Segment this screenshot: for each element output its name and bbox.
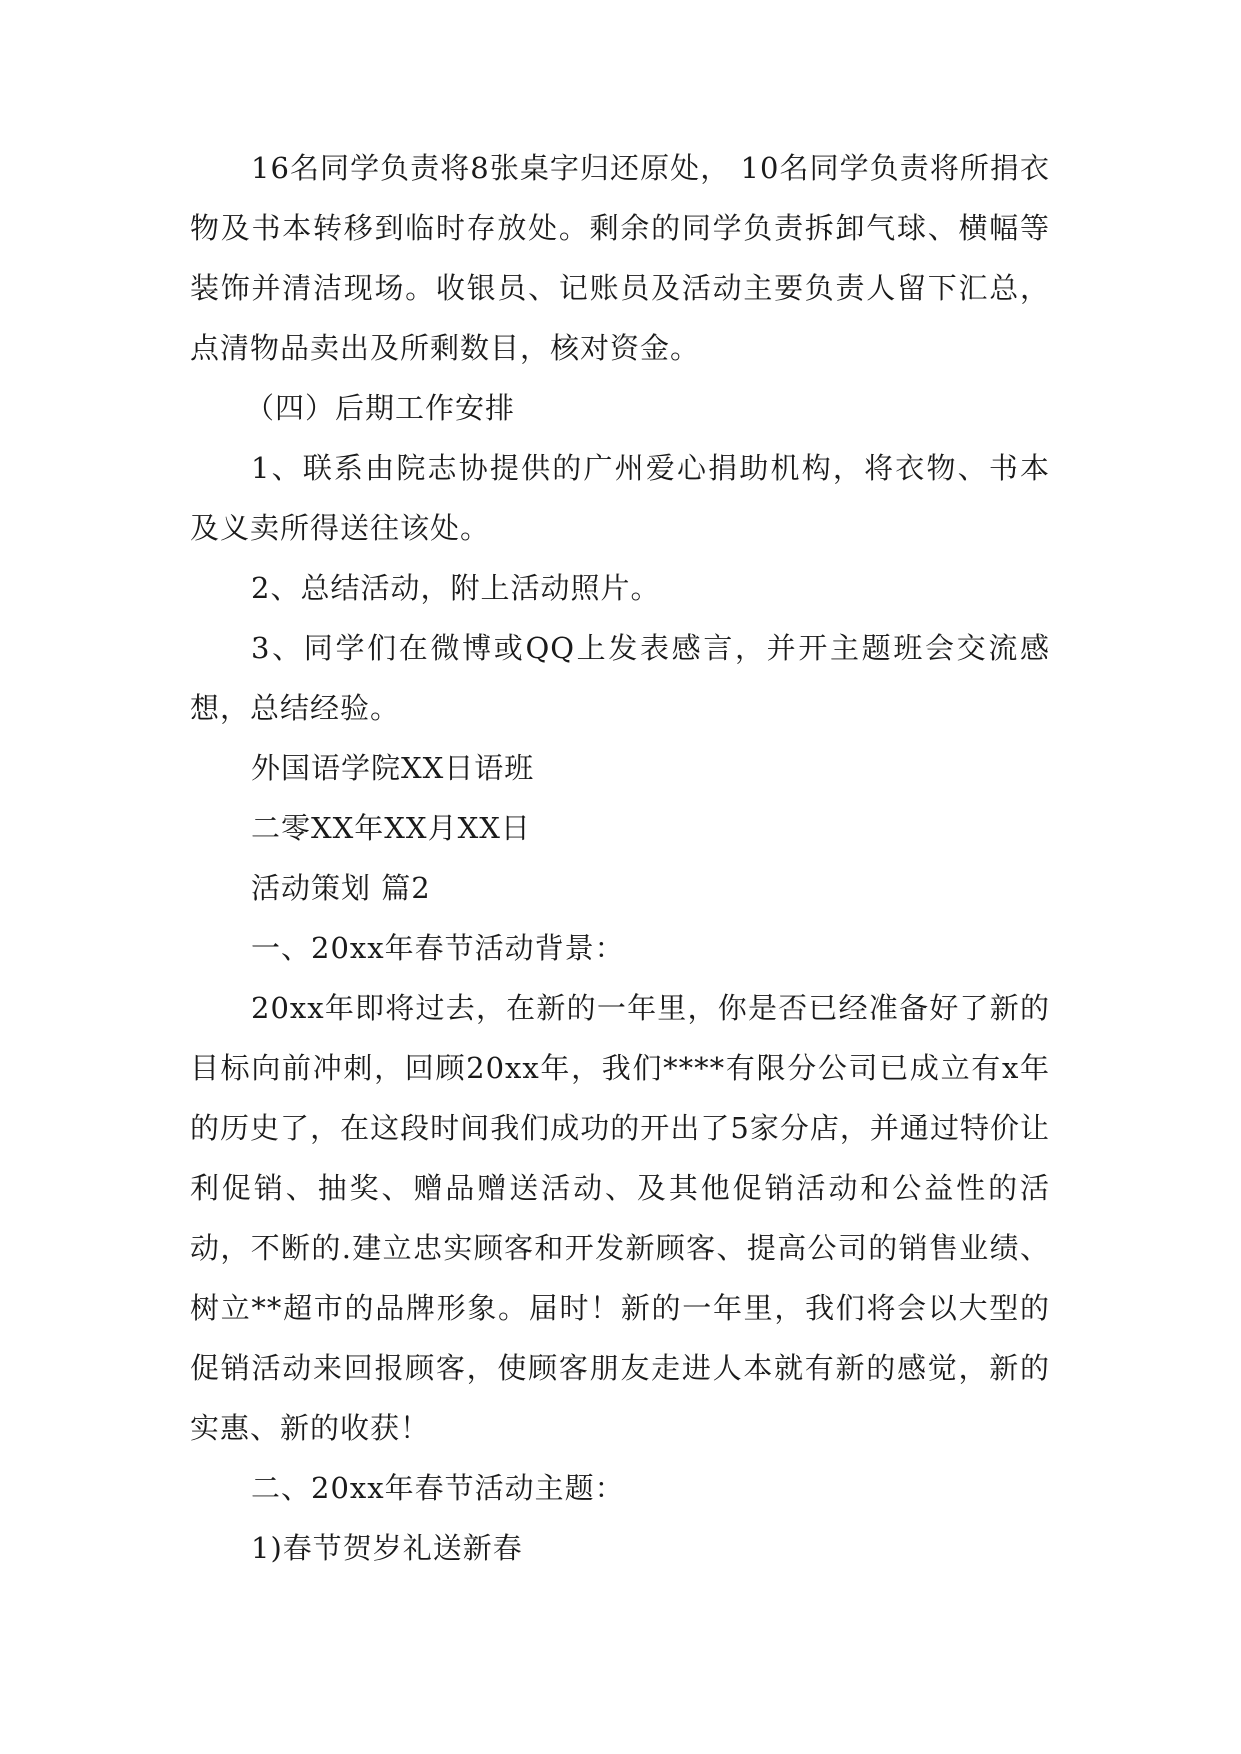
list-item-2: 2、总结活动，附上活动照片。 — [251, 571, 661, 605]
heading-theme: 二、20xx年春节活动主题： — [251, 1471, 625, 1505]
signature-organization: 外国语学院XX日语班 — [251, 751, 535, 785]
heading-later-arrangements: （四）后期工作安排 — [245, 391, 516, 425]
signature-date: 二零XX年XX月XX日 — [251, 811, 531, 845]
section-title: 活动策划 篇2 — [251, 871, 431, 905]
document-body — [190, 138, 1050, 1578]
theme-item-1: 1)春节贺岁礼送新春 — [251, 1531, 523, 1565]
list-item-1: 1、联系由院志协提供的广州爱心捐助机构，将衣物、书本及义卖所得送往该处。 — [190, 451, 1050, 545]
list-item-3: 3、同学们在微博或QQ上发表感言，并开主题班会交流感想，总结经验。 — [190, 631, 1050, 725]
paragraph-cleanup: 16名同学负责将8张桌字归还原处， 10名同学负责将所捐衣物及书本转移到临时存放处。剩余的同学负责拆卸气球、横幅等装饰并清洁现场。收银员、记账员及活动主要负责人留下汇总，点清物品卖出及所剩数目，核对资金。 — [190, 151, 1050, 365]
paragraph-background: 20xx年即将过去，在新的一年里，你是否已经准备好了新的目标向前冲刺，回顾20xx年，我们****有限分公司已成立有x年的历史了，在这段时间我们成功的开出了5家分店，并通过特价让利促销、抽奖、赠品赠送活动、及其他促销活动和公益性的活动，不断的.建立忠实顾客和开发新顾客、提高公司的销售业绩、树立**超市的品牌形象。届时！新的一年里，我们将会以大型的促销活动来回报顾客，使顾客朋友走进人本就有新的感觉，新的实惠、新的收获！ — [190, 991, 1050, 1445]
heading-background: 一、20xx年春节活动背景： — [251, 931, 625, 965]
